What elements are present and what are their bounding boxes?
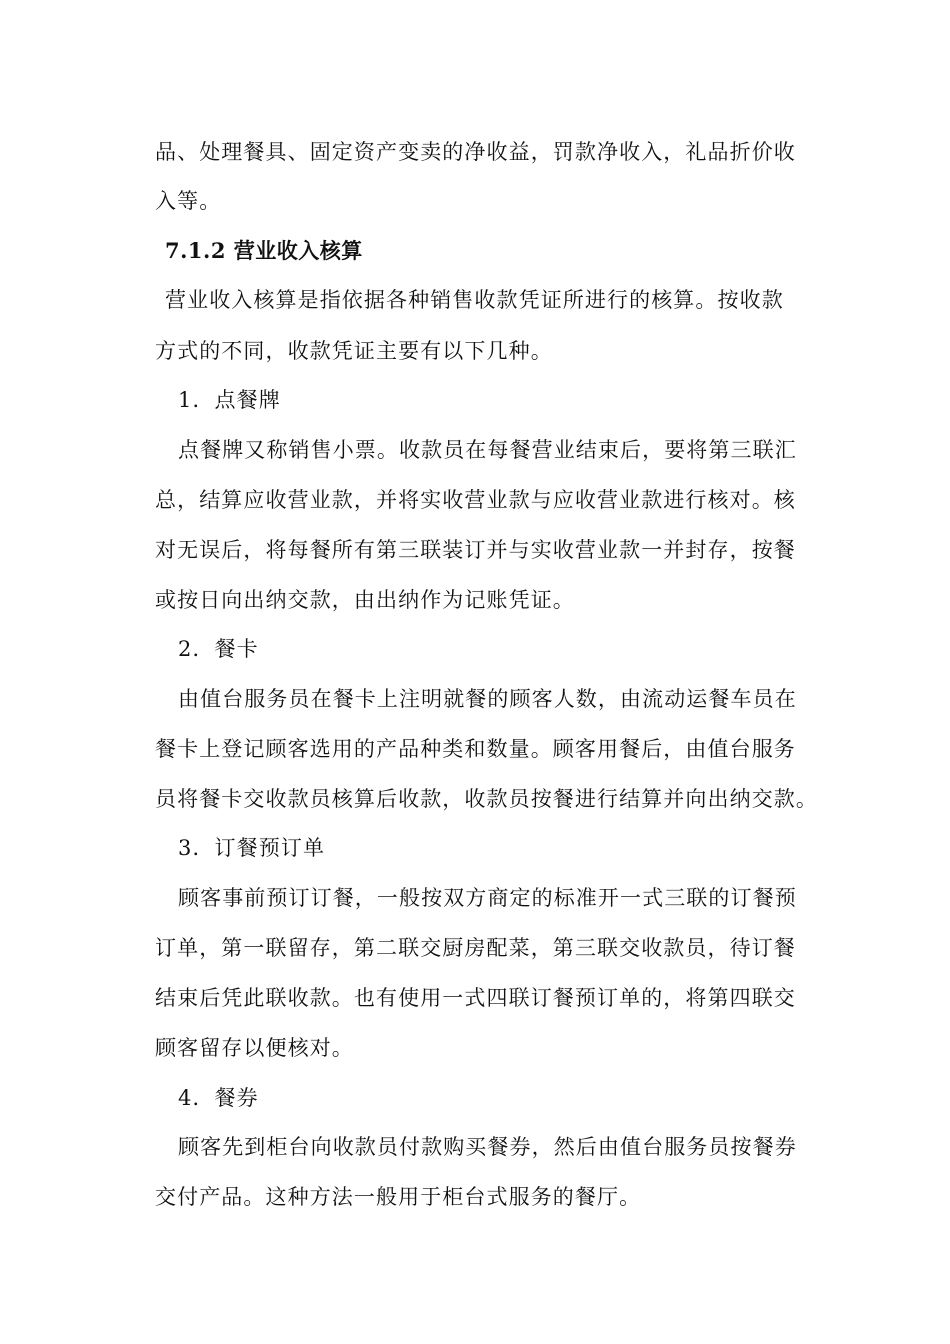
- paragraph-line: 入等。: [155, 189, 222, 213]
- paragraph-line: 餐卡上登记顾客选用的产品种类和数量。顾客用餐后，由值台服务: [155, 737, 796, 761]
- paragraph-line: 由值台服务员在餐卡上注明就餐的顾客人数，由流动运餐车员在: [178, 687, 797, 711]
- paragraph-line: 品、处理餐具、固定资产变卖的净收益，罚款净收入，礼品折价收: [155, 140, 796, 164]
- paragraph-line: 对无误后，将每餐所有第三联装订并与实收营业款一并封存，按餐: [155, 538, 796, 562]
- list-item-heading: 1．点餐牌: [178, 388, 281, 412]
- paragraph-line: 顾客先到柜台向收款员付款购买餐券，然后由值台服务员按餐券: [178, 1135, 797, 1159]
- paragraph-line: 交付产品。这种方法一般用于柜台式服务的餐厅。: [155, 1185, 642, 1209]
- paragraph-line: 顾客留存以便核对。: [155, 1036, 354, 1060]
- paragraph-line: 或按日向出纳交款，由出纳作为记账凭证。: [155, 588, 575, 612]
- paragraph-line: 营业收入核算是指依据各种销售收款凭证所进行的核算。按收款: [165, 288, 784, 312]
- paragraph-line: 结束后凭此联收款。也有使用一式四联订餐预订单的，将第四联交: [155, 986, 796, 1010]
- paragraph-line: 订单，第一联留存，第二联交厨房配菜，第三联交收款员，待订餐: [155, 936, 796, 960]
- list-item-heading: 2．餐卡: [178, 637, 259, 661]
- section-heading: 7.1.2 营业收入核算: [165, 238, 363, 263]
- paragraph-line: 总，结算应收营业款，并将实收营业款与应收营业款进行核对。核: [155, 488, 796, 512]
- paragraph-line: 员将餐卡交收款员核算后收款，收款员按餐进行结算并向出纳交款。: [155, 787, 818, 811]
- list-item-heading: 3．订餐预订单: [178, 836, 326, 860]
- paragraph-line: 点餐牌又称销售小票。收款员在每餐营业结束后，要将第三联汇: [178, 438, 797, 462]
- paragraph-line: 方式的不同，收款凭证主要有以下几种。: [155, 339, 553, 363]
- paragraph-line: 顾客事前预订订餐，一般按双方商定的标准开一式三联的订餐预: [178, 886, 797, 910]
- list-item-heading: 4．餐券: [178, 1086, 259, 1110]
